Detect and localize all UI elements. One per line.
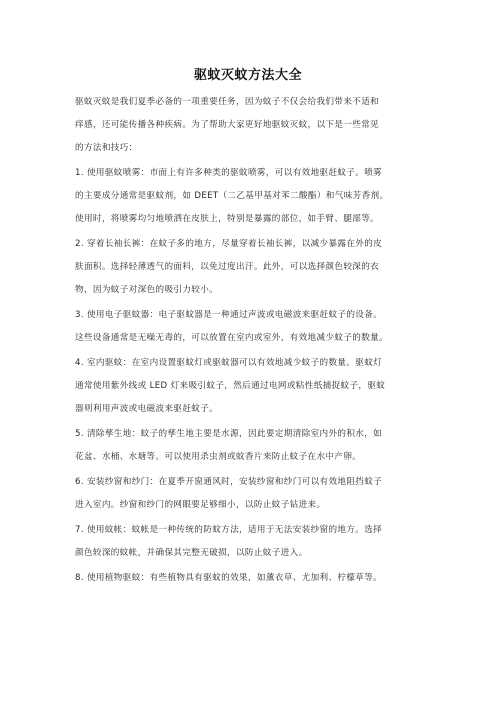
body-line: 7. 使用蚊帐：蚊帐是一种传统的防蚊方法，适用于无法安装纱窗的地方。选择 <box>75 525 383 535</box>
body-line: 物，因为蚊子对深色的吸引力较小。 <box>75 285 219 295</box>
body-line: 使用时，将喷雾均匀地喷洒在皮肤上，特别是暴露的部位，如手臂、腿部等。 <box>75 214 380 224</box>
body-line: 3. 使用电子驱蚊器：电子驱蚊器是一种通过声波或电磁波来驱赶蚊子的设备。 <box>75 310 383 320</box>
body-line: 进入室内。纱窗和纱门的网眼要足够细小，以防止蚊子钻进来。 <box>75 500 326 510</box>
body-line: 驱蚊灭蚊是我们夏季必备的一项重要任务，因为蚊子不仅会给我们带来不适和 <box>75 97 380 107</box>
body-line: 颜色较深的蚊帐，并确保其完整无破损，以防止蚊子进入。 <box>75 548 308 558</box>
body-line: 的方法和技巧： <box>75 143 138 153</box>
body-line: 这些设备通常是无噪无毒的，可以放置在室内或室外，有效地减少蚊子的数量。 <box>75 333 389 343</box>
body-line: 器则利用声波或电磁波来驱赶蚊子。 <box>75 404 219 414</box>
body-line: 8. 使用植物驱蚊：有些植物具有驱蚊的效果，如薰衣草、尤加利、柠檬草等。 <box>75 573 383 583</box>
document-title: 驱蚊灭蚊方法大全 <box>193 68 302 83</box>
body-line: 通常使用紫外线或 LED 灯来吸引蚊子，然后通过电网或粘性纸捕捉蚊子，驱蚊 <box>75 381 386 391</box>
body-line: 肤面积。选择轻薄透气的面料，以免过度出汗。此外，可以选择颜色较深的衣 <box>75 262 380 272</box>
body-line: 2. 穿着长袖长裤：在蚊子多的地方，尽量穿着长袖长裤，以减少暴露在外的皮 <box>75 239 383 249</box>
body-line: 花盆、水桶、水塘等。可以使用杀虫剂或蚊香片来防止蚊子在水中产卵。 <box>75 452 362 462</box>
body-line: 1. 使用驱蚊喷雾：市面上有许多种类的驱蚊喷雾，可以有效地驱赶蚊子。喷雾 <box>75 168 383 178</box>
body-line: 的主要成分通常是驱蚊剂，如 DEET（二乙基甲基对苯二酸酯）和气味芳香剂。 <box>75 191 389 201</box>
body-line: 6. 安装纱窗和纱门：在夏季开窗通风时，安装纱窗和纱门可以有效地阻挡蚊子 <box>75 477 383 487</box>
body-line: 4. 室内驱蚊：在室内设置驱蚊灯或驱蚊器可以有效地减少蚊子的数量。驱蚊灯 <box>75 358 383 368</box>
body-line: 5. 清除孳生地：蚊子的孳生地主要是水源，因此要定期清除室内外的积水，如 <box>75 429 383 439</box>
body-line: 痒感，还可能传播各种疾病。为了帮助大家更好地驱蚊灭蚊，以下是一些常见 <box>75 120 380 130</box>
